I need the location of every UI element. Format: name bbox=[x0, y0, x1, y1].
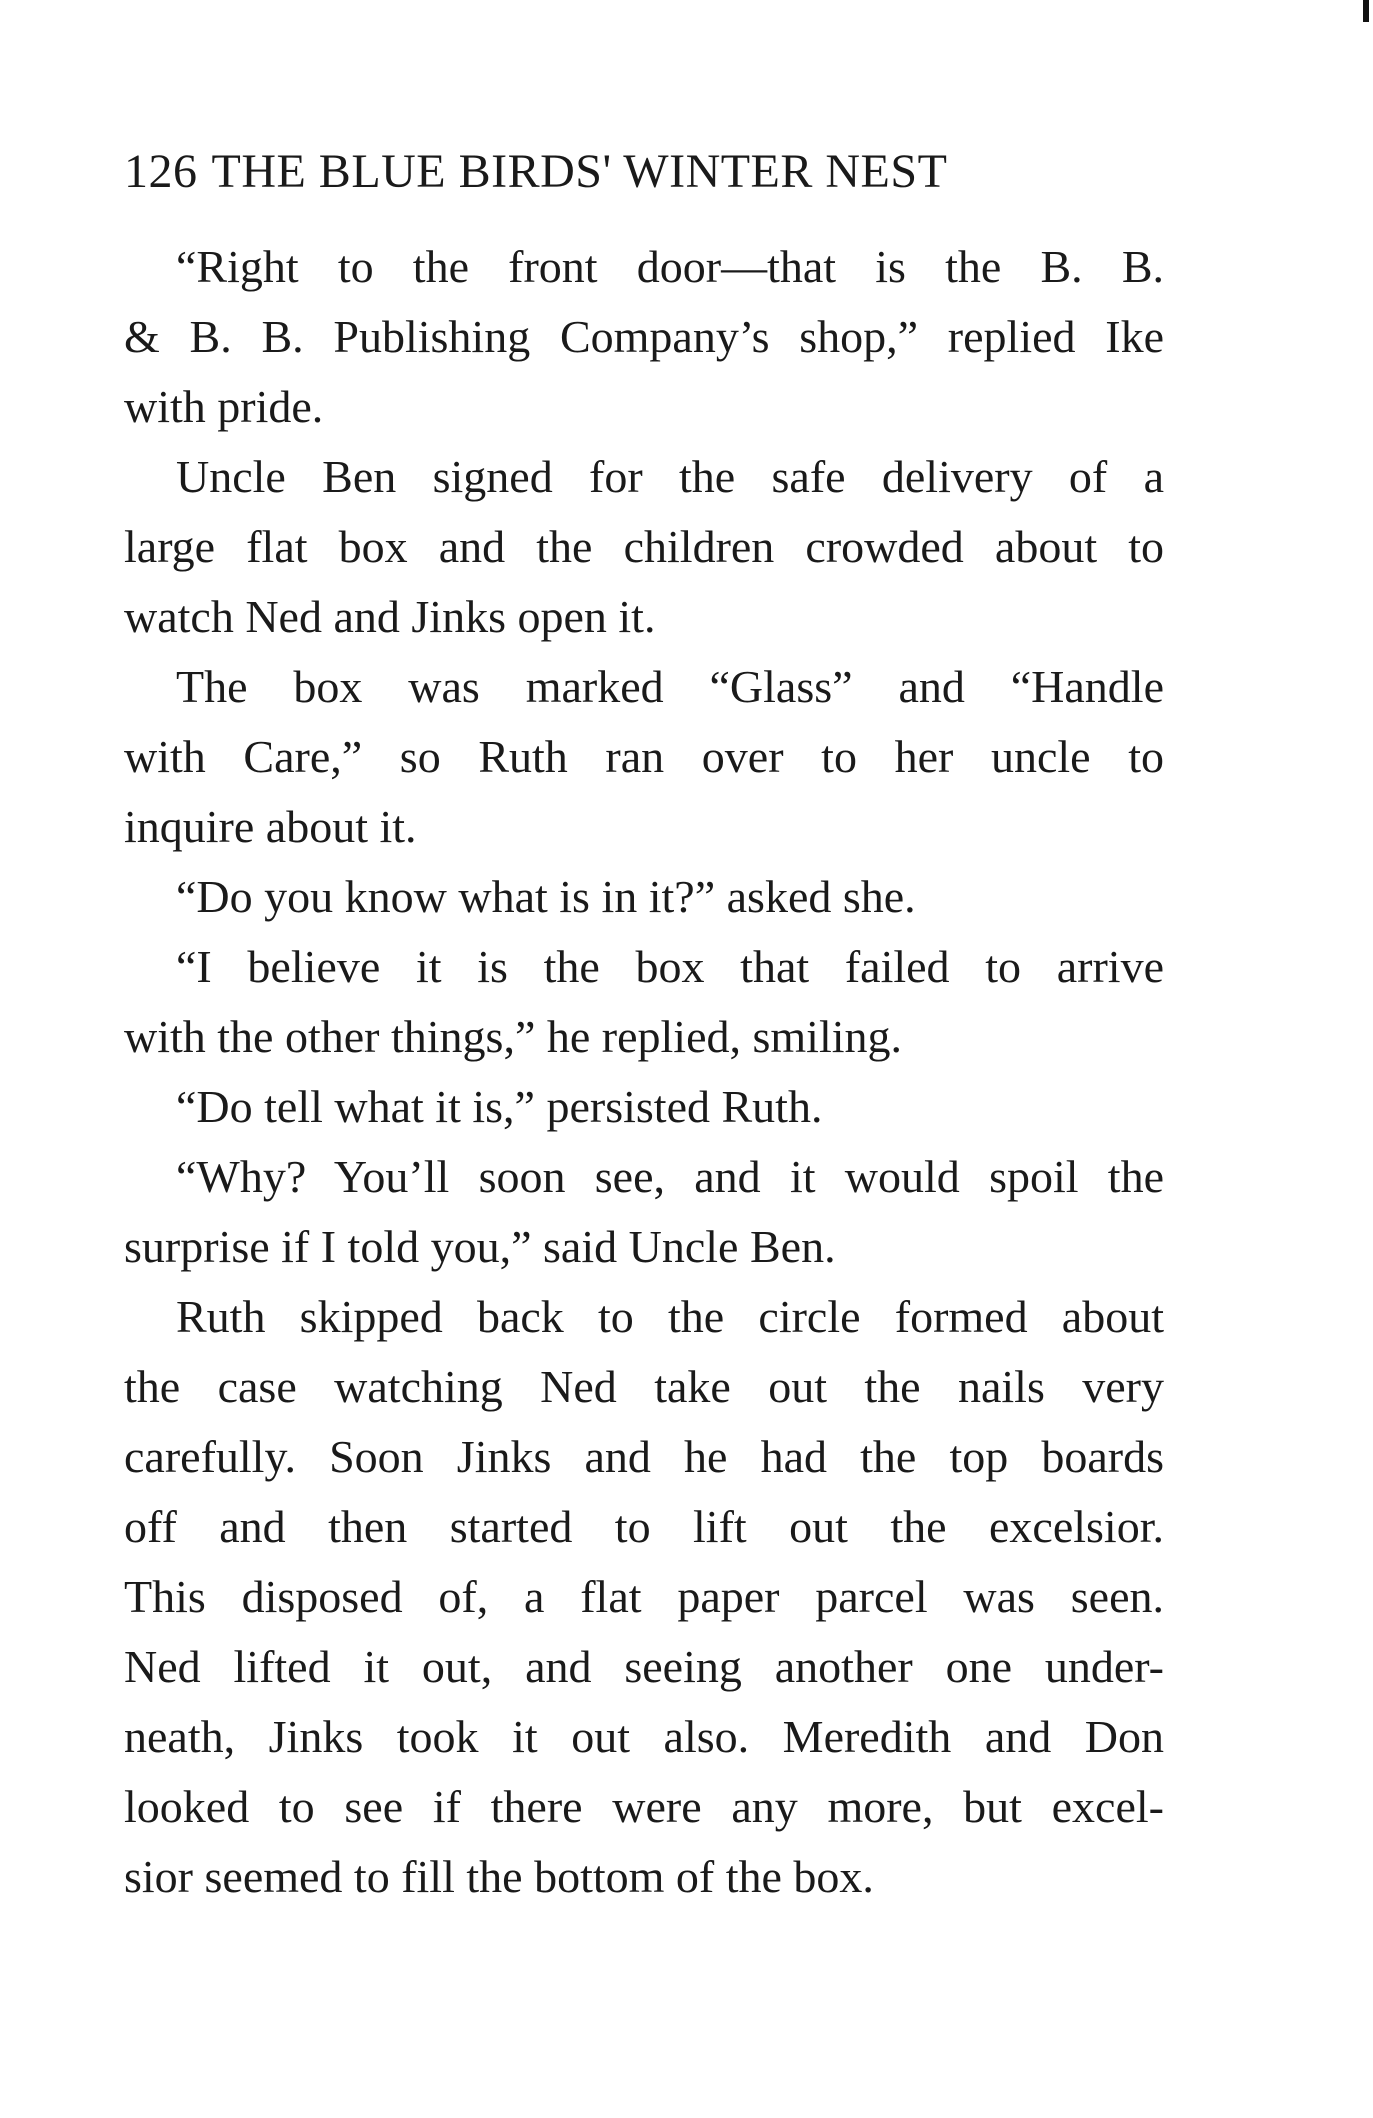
text-line: “I believe it is the box that failed to arrive bbox=[176, 941, 1164, 992]
running-title: THE BLUE BIRDS' WINTER NEST bbox=[211, 145, 948, 198]
text-line: “Do tell what it is,” persisted Ruth. bbox=[176, 1081, 823, 1132]
text-line: watch Ned and Jinks open it. bbox=[124, 591, 656, 642]
text-line: The box was marked “Glass” and “Handle bbox=[176, 661, 1164, 712]
text-line: & B. B. Publishing Company’s shop,” replied Ike bbox=[124, 311, 1164, 362]
text-line: with the other things,” he replied, smiling. bbox=[124, 1011, 903, 1062]
running-head bbox=[124, 142, 1174, 202]
text-line: Ned lifted it out, and seeing another one under- bbox=[124, 1641, 1164, 1692]
body-text bbox=[124, 232, 1164, 1912]
text-line: Uncle Ben signed for the safe delivery of a bbox=[176, 451, 1164, 502]
text-line: carefully. Soon Jinks and he had the top boards bbox=[124, 1431, 1164, 1482]
text-line: with pride. bbox=[124, 381, 324, 432]
text-line: This disposed of, a flat paper parcel was seen. bbox=[124, 1571, 1164, 1622]
text-line: inquire about it. bbox=[124, 801, 417, 852]
text-line: Ruth skipped back to the circle formed about bbox=[176, 1291, 1164, 1342]
text-line: “Why? You’ll soon see, and it would spoil the bbox=[176, 1151, 1164, 1202]
text-line: off and then started to lift out the excelsior. bbox=[124, 1501, 1164, 1552]
text-line: large flat box and the children crowded about to bbox=[124, 521, 1164, 572]
text-line: looked to see if there were any more, but excel- bbox=[124, 1781, 1164, 1832]
text-line: “Do you know what is in it?” asked she. bbox=[176, 871, 916, 922]
text-line: sior seemed to fill the bottom of the box. bbox=[124, 1851, 874, 1902]
text-line: neath, Jinks took it out also. Meredith and Don bbox=[124, 1711, 1164, 1762]
edge-mark bbox=[1363, 0, 1369, 22]
text-line: with Care,” so Ruth ran over to her uncle to bbox=[124, 731, 1164, 782]
text-line: the case watching Ned take out the nails very bbox=[124, 1361, 1164, 1412]
text-line: “Right to the front door—that is the B. B. bbox=[176, 241, 1164, 292]
text-line: surprise if I told you,” said Uncle Ben. bbox=[124, 1221, 836, 1272]
page-number: 126 bbox=[124, 145, 198, 198]
